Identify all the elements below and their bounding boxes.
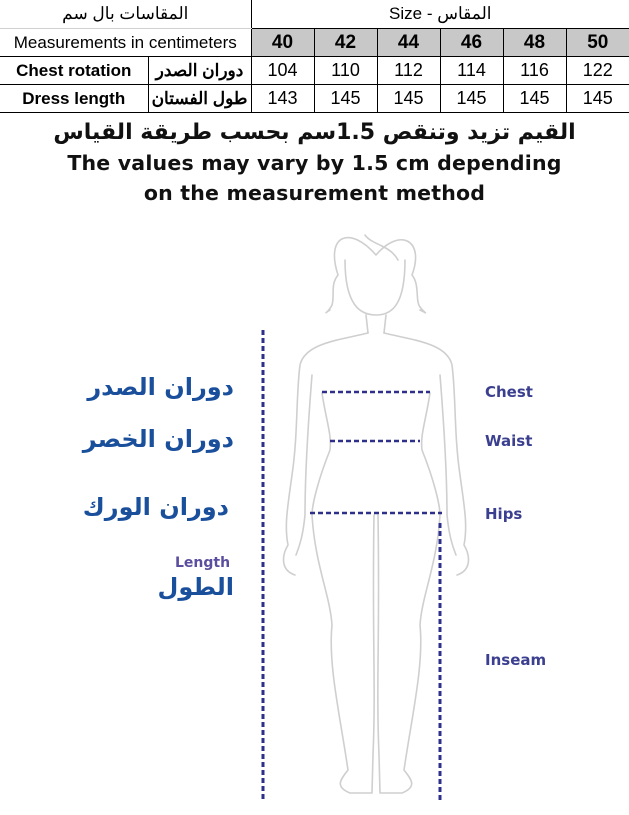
table-cell: 145 xyxy=(377,85,440,113)
table-cell: 145 xyxy=(503,85,566,113)
note-english-line2: on the measurement method xyxy=(143,181,486,205)
measurements-caption-arabic: المقاسات بال سم xyxy=(0,0,251,29)
table-cell: 112 xyxy=(377,57,440,85)
size-header-40: 40 xyxy=(251,29,314,57)
label-chest: Chest xyxy=(485,383,533,401)
label-length-english: Length xyxy=(175,555,231,571)
row-label-english: Dress length xyxy=(0,85,148,113)
label-waist-arabic: دوران الخصر xyxy=(82,425,234,453)
row-label-arabic: طول الفستان xyxy=(148,85,251,113)
size-header-50: 50 xyxy=(566,29,629,57)
note-english-line1: The values may vary by 1.5 cm depending xyxy=(67,151,562,175)
row-label-english: Chest rotation xyxy=(0,57,148,85)
table-cell: 114 xyxy=(440,57,503,85)
size-header-48: 48 xyxy=(503,29,566,57)
size-header-46: 46 xyxy=(440,29,503,57)
label-hips: Hips xyxy=(485,505,523,523)
label-chest-arabic: دوران الصدر xyxy=(87,373,234,401)
table-cell: 122 xyxy=(566,57,629,85)
body-measurement-diagram xyxy=(0,215,629,815)
table-cell: 104 xyxy=(251,57,314,85)
table-cell: 145 xyxy=(440,85,503,113)
table-row-chest xyxy=(0,57,629,85)
row-label-arabic: دوران الصدر xyxy=(148,57,251,85)
table-cell: 116 xyxy=(503,57,566,85)
measurements-caption-english: Measurements in centimeters xyxy=(0,29,251,57)
size-header-44: 44 xyxy=(377,29,440,57)
table-row-dress-length xyxy=(0,85,629,113)
size-chart-table xyxy=(0,0,629,113)
label-inseam: Inseam xyxy=(485,651,547,669)
label-waist: Waist xyxy=(485,432,533,450)
size-header-42: 42 xyxy=(314,29,377,57)
table-cell: 143 xyxy=(251,85,314,113)
note-arabic: القيم تزيد وتنقص 1.5سم بحسب طريقة القياس xyxy=(53,120,576,145)
table-cell: 145 xyxy=(566,85,629,113)
measurement-note xyxy=(0,118,629,208)
table-cell: 145 xyxy=(314,85,377,113)
size-caption: Size - المقاس xyxy=(251,0,629,29)
label-hips-arabic: دوران الورك xyxy=(82,493,229,521)
table-cell: 110 xyxy=(314,57,377,85)
label-length-arabic: الطول xyxy=(157,573,234,601)
